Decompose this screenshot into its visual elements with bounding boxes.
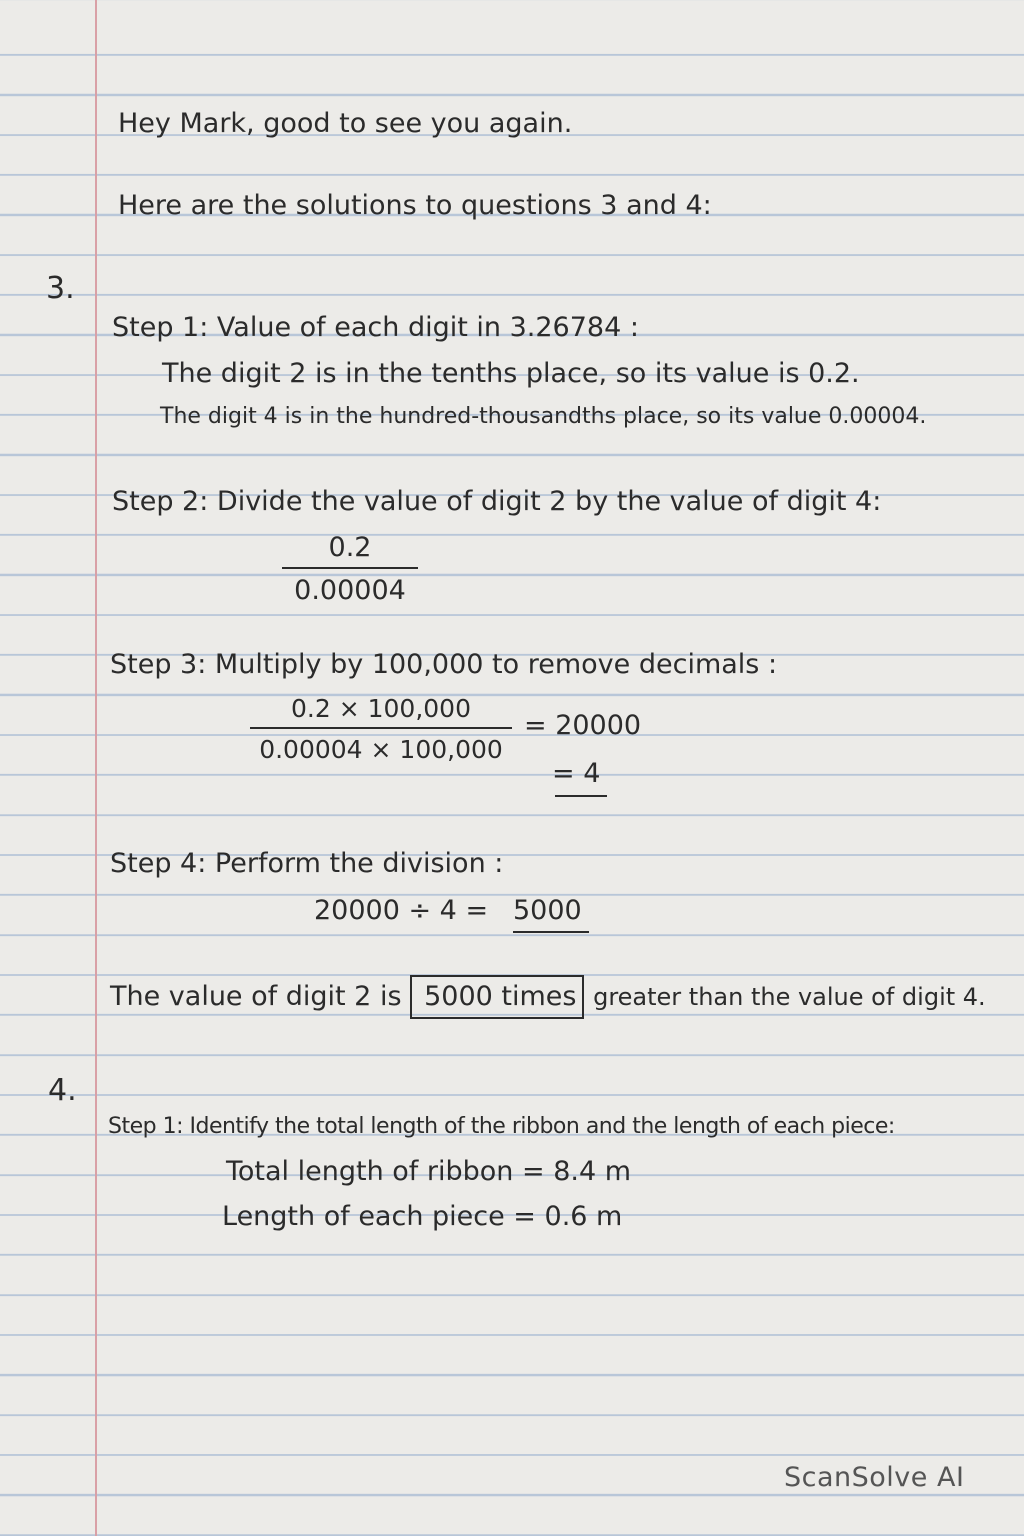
q3-step4-heading: Step 4: Perform the division : xyxy=(110,848,504,879)
q3-step3-denominator: 0.00004 × 100,000 xyxy=(259,735,503,764)
q3-step3-result-bottom: = 4 xyxy=(552,758,601,789)
q3-step2-heading: Step 2: Divide the value of digit 2 by the value of digit 4: xyxy=(112,486,882,517)
question-4-number: 4. xyxy=(48,1073,77,1108)
intro-text: Here are the solutions to questions 3 and 4: xyxy=(118,190,712,221)
q4-step1-line2: Length of each piece = 0.6 m xyxy=(222,1201,623,1232)
q3-step2-fraction xyxy=(286,534,414,604)
q4-step1-heading: Step 1: Identify the total length of the ribbon and the length of each piece: xyxy=(108,1114,895,1139)
q3-step3-underline xyxy=(555,795,607,797)
q3-step3-result-top: = 20000 xyxy=(524,710,642,741)
q3-step4-expression: 20000 ÷ 4 = xyxy=(314,895,489,926)
question-3-number: 3. xyxy=(46,271,75,306)
q3-step1-heading: Step 1: Value of each digit in 3.26784 : xyxy=(112,312,639,343)
q3-step2-denominator: 0.00004 xyxy=(294,575,406,606)
q3-step4-underline xyxy=(513,931,589,933)
q3-step1-line2: The digit 4 is in the hundred-thousandths place, so its value 0.00004. xyxy=(160,404,927,429)
q3-conclusion-before: The value of digit 2 is xyxy=(110,981,402,1012)
margin-line xyxy=(95,0,97,1536)
watermark: ScanSolve AI xyxy=(784,1462,965,1493)
q3-step4-result: 5000 xyxy=(513,895,582,926)
q3-step3-fraction xyxy=(254,696,508,762)
q3-step3-numerator: 0.2 × 100,000 xyxy=(250,696,512,729)
q3-step1-line1: The digit 2 is in the tenths place, so its value is 0.2. xyxy=(162,358,860,389)
q3-step2-numerator: 0.2 xyxy=(282,534,418,569)
q4-step1-line1: Total length of ribbon = 8.4 m xyxy=(226,1156,632,1187)
q3-step3-heading: Step 3: Multiply by 100,000 to remove decimals : xyxy=(110,649,778,680)
q3-answer-box: 5000 times xyxy=(410,975,584,1019)
q3-conclusion-after: greater than the value of digit 4. xyxy=(593,983,986,1011)
greeting: Hey Mark, good to see you again. xyxy=(118,108,573,139)
q3-conclusion xyxy=(110,983,986,1010)
